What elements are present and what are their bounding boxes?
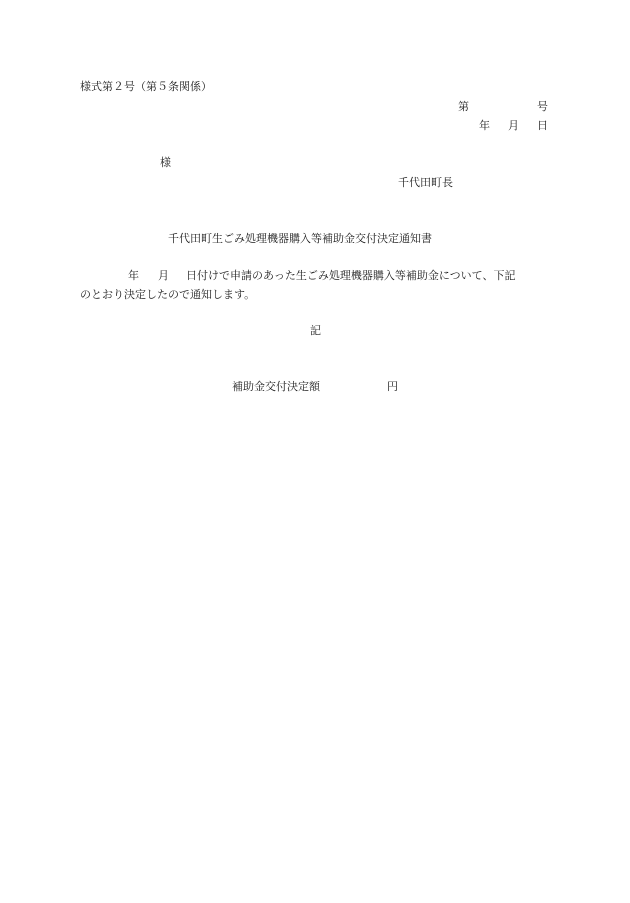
body-month-label: 月 (158, 269, 169, 282)
issuer-name: 千代田町長 (398, 176, 453, 189)
document-number-prefix: 第 (458, 100, 469, 113)
body-line1-text: 日付けで申請のあった生ごみ処理機器購入等補助金について、下記 (186, 269, 516, 282)
grant-amount-label: 補助金交付決定額 (232, 380, 320, 393)
body-year-label: 年 (128, 269, 139, 282)
date-day-label: 日 (537, 119, 548, 132)
date-year-label: 年 (479, 119, 490, 132)
document-number-suffix: 号 (537, 100, 548, 113)
date-month-label: 月 (508, 119, 519, 132)
form-number: 様式第２号（第５条関係） (80, 80, 212, 93)
body-paragraph-line-2: のとおり決定したので通知します。 (80, 288, 256, 301)
addressee-honorific: 様 (160, 156, 171, 169)
grant-amount-unit: 円 (387, 380, 398, 393)
note-heading: 記 (310, 324, 321, 337)
document-title: 千代田町生ごみ処理機器購入等補助金交付決定通知書 (168, 232, 432, 245)
